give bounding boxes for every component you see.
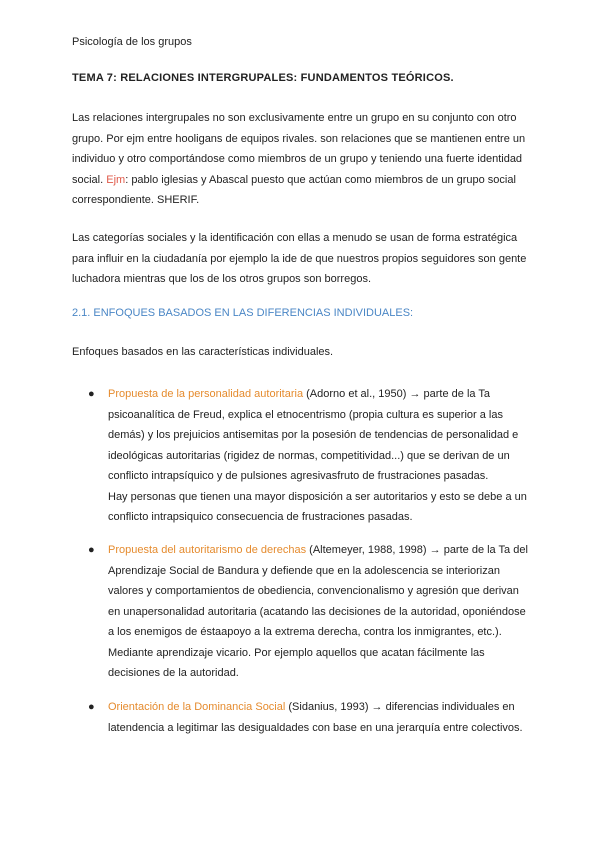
paragraph-text: Las relaciones intergrupales no son exclusivamente entre un grupo en su conjunto con otro grupo. Por ejm entre hooligans de equipos rivales. son relaciones que se mantienen entre un individuo y otro comportándose como miembros de un grupo y teniendo una fuerte identidad social. [72, 112, 526, 186]
section-heading: 2.1. ENFOQUES BASADOS EN LAS DIFERENCIAS INDIVIDUALES: [72, 307, 414, 319]
paragraph-social-categories: Las categorías sociales y la identificación con ellas a menudo se usan de forma estratégica para influir en la ciudadanía por ejemplo la ide de que nuestros propios seguidores son gente luchadora mientras que los de los otros grupos son borregos. [72, 232, 527, 285]
bullet-item [88, 384, 532, 528]
bullet-marker: ● [88, 388, 95, 400]
bullet-extra-text: Hay personas que tienen una mayor disposición a ser autoritarios y esto se debe a un conflicto intrapsiquico consecuencia de frustraciones pasadas. [108, 490, 527, 523]
bullet-label: Propuesta del autoritarismo de derechas [108, 544, 307, 556]
bullet-item [88, 697, 532, 738]
bullet-text: (Adorno et al., 1950) → parte de la Ta psicoanalítica de Freud, explica el etnocentrismo (propia cultura es superior a las demás) y los prejuicios antisemitas por la posesión de tendencias de personalidad e ideológicas autoritarias (rigidez de normas, competitividad...) que se derivan de un conflicto intrapsíquico y de pulsiones agresivasfruto de frustraciones pasadas. [108, 388, 519, 482]
page-header: Psicología de los grupos [72, 36, 192, 48]
bullet-marker: ● [88, 701, 95, 713]
page-title: TEMA 7: RELACIONES INTERGRUPALES: FUNDAMENTOS TEÓRICOS. [72, 72, 454, 84]
example-highlight: Ejm [106, 173, 126, 186]
paragraph-intergroup-relations [72, 108, 532, 211]
paragraph-text: : pablo iglesias y Abascal puesto que actúan como miembros de un grupo social correspondiente. SHERIF. [72, 173, 516, 206]
bullet-label: Orientación de la Dominancia Social [108, 701, 286, 713]
intro-text: Enfoques basados en las características individuales. [72, 346, 334, 358]
bullet-label: Propuesta de la personalidad autoritaria [108, 388, 304, 400]
bullet-marker: ● [88, 544, 95, 556]
bullet-item [88, 540, 532, 684]
bullet-text: (Altemeyer, 1988, 1998) → parte de la Ta del Aprendizaje Social de Bandura y defiende que en la adolescencia se interiorizan valores y comportamientos de obediencia, convencionalismo y agresión que derivan en unapersonalidad autoritaria (acatando las decisiones de la autoridad, oponiéndose a los enemigos de éstaapoyo a la extrema derecha, contra los inmigrantes, etc.). Mediante aprendizaje vicario. Por ejemplo aquellos que acatan fácilmente las decisiones de la autoridad. [108, 544, 528, 679]
bullet-text: (Sidanius, 1993) → diferencias individuales en latendencia a legitimar las desigualdades con base en una jerarquía entre colectivos. [108, 701, 523, 734]
